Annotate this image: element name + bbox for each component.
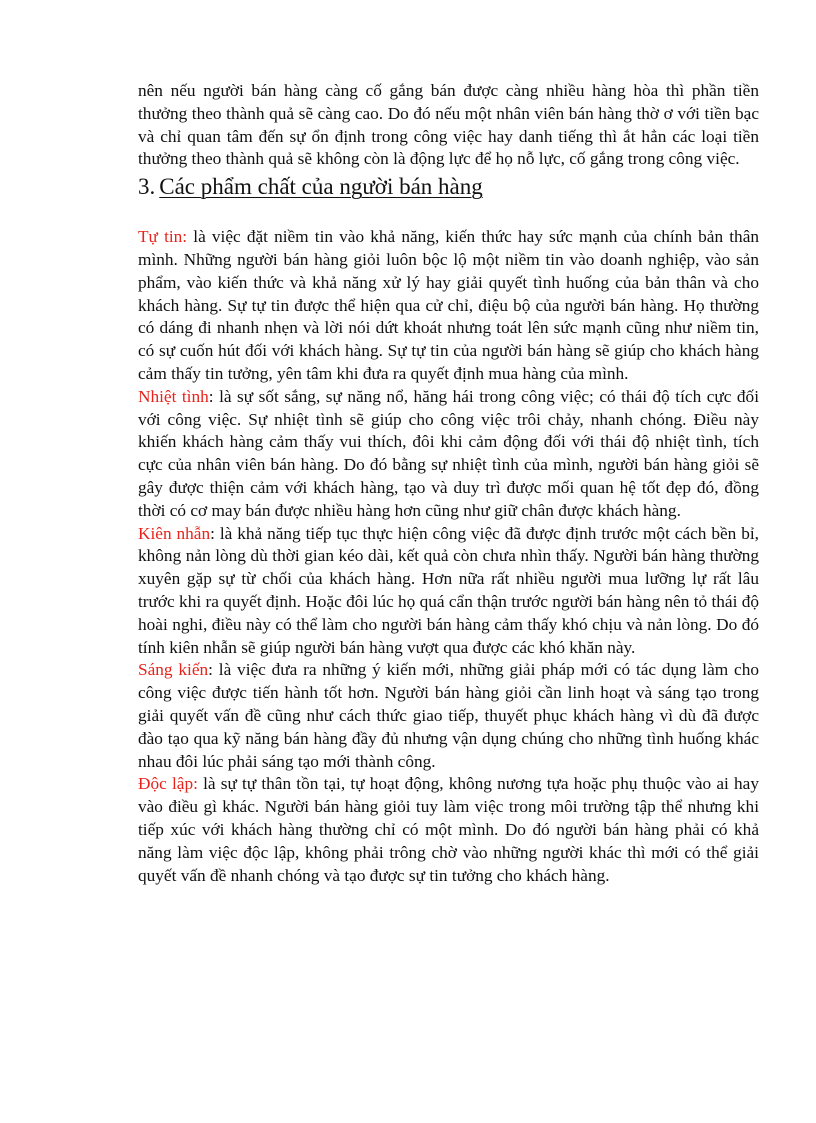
quality-text: : là sự sốt sắng, sự năng nổ, hăng hái trong công việc; có thái độ tích cực đối với công việc. Sự nhiệt tình sẽ giúp cho công việc trôi chảy, nhanh chóng. Điều này khiến khách hàng cảm thấy vui thích, đôi khi cảm động đối với thái độ nhiệt tình, tích cực của nhân viên bán hàng. Do đó bằng sự nhiệt tình của mình, người bán hàng giỏi sẽ gây được thiện cảm với khách hàng, tạo và duy trì được mối quan hệ tốt đẹp đó, đồng thời có cơ may bán được nhiều hàng hơn cũng như giữ chân được khách hàng. <box>138 386 759 520</box>
quality-paragraph-tu-tin <box>138 226 759 386</box>
section-number: 3. <box>138 174 156 200</box>
intro-paragraph: nên nếu người bán hàng càng cố gắng bán được càng nhiều hàng hòa thì phần tiền thưởng theo thành quả sẽ càng cao. Do đó nếu một nhân viên bán hàng thờ ơ với tiền bạc và chỉ quan tâm đến sự ổn định trong công việc hay danh tiếng thì ắt hẳn các loại tiền thưởng theo thành quả sẽ không còn là động lực để họ nỗ lực, cố gắng trong công việc. <box>138 81 759 169</box>
quality-term: Nhiệt tình <box>138 386 209 406</box>
quality-text: là sự tự thân tồn tại, tự hoạt động, không nương tựa hoặc phụ thuộc vào ai hay vào điều gì khác. Người bán hàng giỏi tuy làm việc trong môi trường tập thể nhưng khi tiếp xúc với khách hàng thường chỉ có một mình. Do đó người bán hàng phải có khả năng làm việc độc lập, không phải trông chờ vào những người khác thì mới có thể giải quyết vấn đề nhanh chóng và tạo được sự tin tưởng cho khách hàng. <box>138 774 759 885</box>
quality-term: Tự tin: <box>138 227 188 247</box>
quality-paragraph-doc-lap <box>138 773 759 887</box>
quality-term: Độc lập: <box>138 774 198 794</box>
quality-text: : là khả năng tiếp tục thực hiện công việc đã được định trước một cách bền bỉ, không nản lòng dù thời gian kéo dài, kết quả còn chưa nhìn thấy. Người bán hàng thường xuyên gặp sự từ chối của khách hàng. Hơn nữa rất nhiều người mua lưỡng lự rất lâu trước khi ra quyết định. Hoặc đôi lúc họ quá cẩn thận trước người bán hàng nên tỏ thái độ hoài nghi, điều này có thể làm cho người bán hàng cảm thấy khó chịu và nản lòng. Do đó tính kiên nhẫn sẽ giúp người bán hàng vượt qua được các khó khăn này. <box>138 523 759 657</box>
quality-paragraph-sang-kien <box>138 659 759 773</box>
document-page <box>138 80 759 887</box>
quality-text: : là việc đưa ra những ý kiến mới, những giải pháp mới có tác dụng làm cho công việc được tiến hành tốt hơn. Người bán hàng giỏi cần linh hoạt và sáng tạo trong giải quyết vấn đề cũng như cách thức giao tiếp, thuyết phục khách hàng vì dù đã được đào tạo qua kỹ năng bán hàng đầy đủ nhưng vận dụng chúng cho những tình huống khác nhau đôi lúc phải sáng tạo mới thành công. <box>138 660 759 771</box>
section-heading <box>138 173 759 201</box>
quality-term: Kiên nhẫn <box>138 523 211 543</box>
quality-paragraph-kien-nhan <box>138 523 759 660</box>
section-title: Các phẩm chất của người bán hàng <box>159 174 483 200</box>
quality-term: Sáng kiến <box>138 660 209 680</box>
quality-text: là việc đặt niềm tin vào khả năng, kiến thức hay sức mạnh của chính bản thân mình. Những người bán hàng giỏi luôn bộc lộ một niềm tin vào doanh nghiệp, vào sản phẩm, vào kiến thức và khả năng xử lý hay giải quyết tình huống của bản thân và cho khách hàng. Sự tự tin được thể hiện qua cử chỉ, điệu bộ của người bán hàng. Họ thường có dáng đi nhanh nhẹn và lời nói dứt khoát nhưng toát lên sức mạnh cũng như niềm tin, có sự cuốn hút đối với khách hàng. Sự tự tin của người bán hàng sẽ giúp cho khách hàng cảm thấy tin tưởng, yên tâm khi đưa ra quyết định mua hàng của mình. <box>138 227 759 383</box>
quality-paragraph-nhiet-tinh <box>138 386 759 523</box>
